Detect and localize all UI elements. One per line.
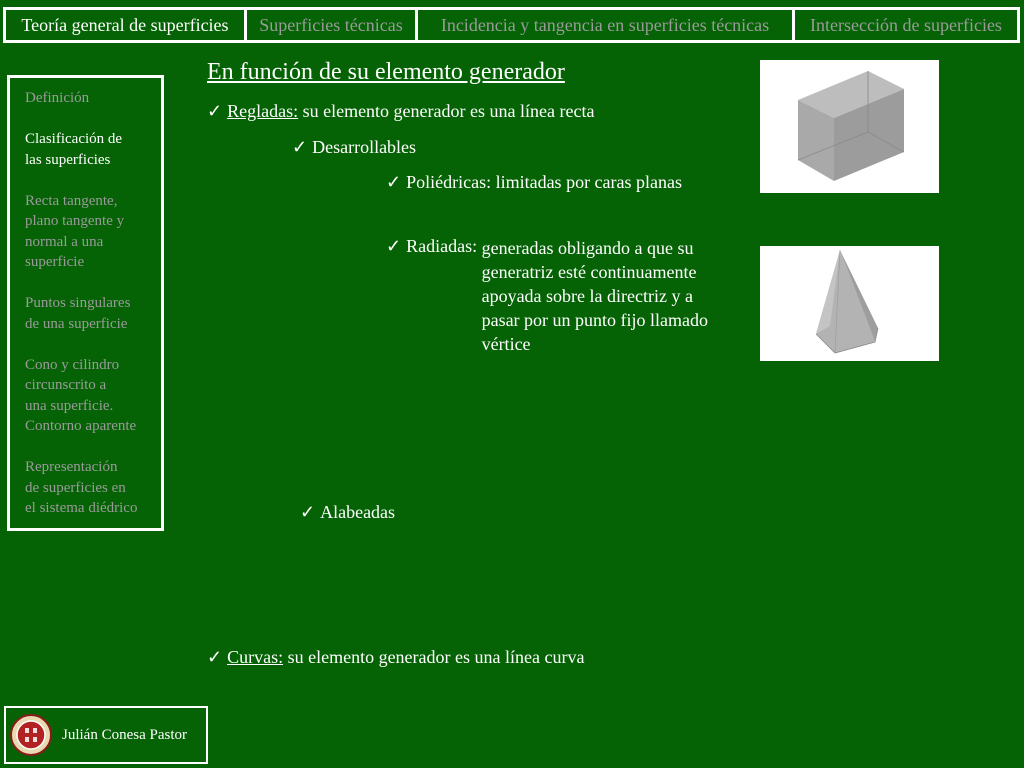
tab-superficies-tecnicas[interactable]: Superficies técnicas [247,10,415,40]
sidebar-item-label: Recta tangente, [25,192,118,209]
checkmark-icon: ✓ [386,236,402,256]
author-name: Julián Conesa Pastor [62,726,187,743]
radiadas-line [386,236,742,356]
sidebar-item-cono-cilindro[interactable] [25,355,161,437]
sidebar-item-recta-tangente[interactable] [25,191,161,273]
pyramid-icon [760,246,939,361]
checkmark-icon: ✓ [300,502,316,522]
poliedricas-line [386,172,682,193]
alabeadas-text: Alabeadas [320,502,396,522]
sidebar-item-label: Puntos singulares [25,295,131,311]
checkmark-icon: ✓ [207,101,223,121]
desarrollables-line [292,137,416,158]
sidebar-item-label: Contorno aparente [25,418,137,434]
sidebar-item-label: de una superficie [25,315,128,332]
university-seal-icon [10,714,52,756]
sidebar-item-clasificacion[interactable] [25,129,161,170]
radiadas-description: generadas obligando a que su generatriz esté continuamente apoyada sobre la directriz y a pasar por un punto fijo llamado vértice [481,238,709,354]
cube-icon [760,60,939,193]
sidebar-item-label: de superficies en [25,479,126,496]
sidebar-item-label: una superficie. [25,397,114,414]
sidebar-nav [7,75,164,531]
sidebar-item-label: superficie [25,254,85,270]
checkmark-icon: ✓ [386,172,402,192]
sidebar-item-definicion[interactable] [25,88,161,109]
radiadas-term: Radiadas: [406,236,478,256]
tab-teoria-general[interactable]: Teoría general de superficies [6,10,244,40]
regladas-text: su elemento generador es una línea recta [298,101,595,121]
sidebar-item-label: circunscrito a [25,377,107,393]
curvas-line [207,647,584,668]
top-tab-bar [3,7,1020,43]
tab-interseccion[interactable]: Intersección de superficies [795,10,1017,40]
page-title: En función de su elemento generador [207,59,565,85]
cube-figure [760,60,939,193]
sidebar-item-label: Representación [25,459,118,475]
curvas-text: su elemento generador es una línea curva [283,647,585,667]
sidebar-item-label: Cono y cilindro [25,356,120,373]
author-footer [4,706,208,764]
checkmark-icon: ✓ [292,137,308,157]
sidebar-item-label: normal a una [25,233,104,250]
alabeadas-line [300,502,395,523]
sidebar-item-label: las superficies [25,151,111,168]
curvas-term[interactable]: Curvas: [227,647,284,667]
sidebar-item-label: el sistema diédrico [25,500,138,516]
sidebar-item-representacion[interactable] [25,457,161,519]
tab-incidencia-tangencia[interactable]: Incidencia y tangencia en superficies técnicas [418,10,792,40]
sidebar-item-label: plano tangente y [25,213,125,229]
regladas-line [207,101,594,122]
checkmark-icon: ✓ [207,647,223,667]
sidebar-item-label: Definición [25,90,90,106]
sidebar-item-label: Clasificación de [25,131,123,147]
pyramid-figure [760,246,939,361]
regladas-term[interactable]: Regladas: [227,101,299,121]
poliedricas-text: Poliédricas: limitadas por caras planas [406,172,683,192]
desarrollables-text: Desarrollables [312,137,417,157]
sidebar-item-puntos-singulares[interactable] [25,293,161,334]
